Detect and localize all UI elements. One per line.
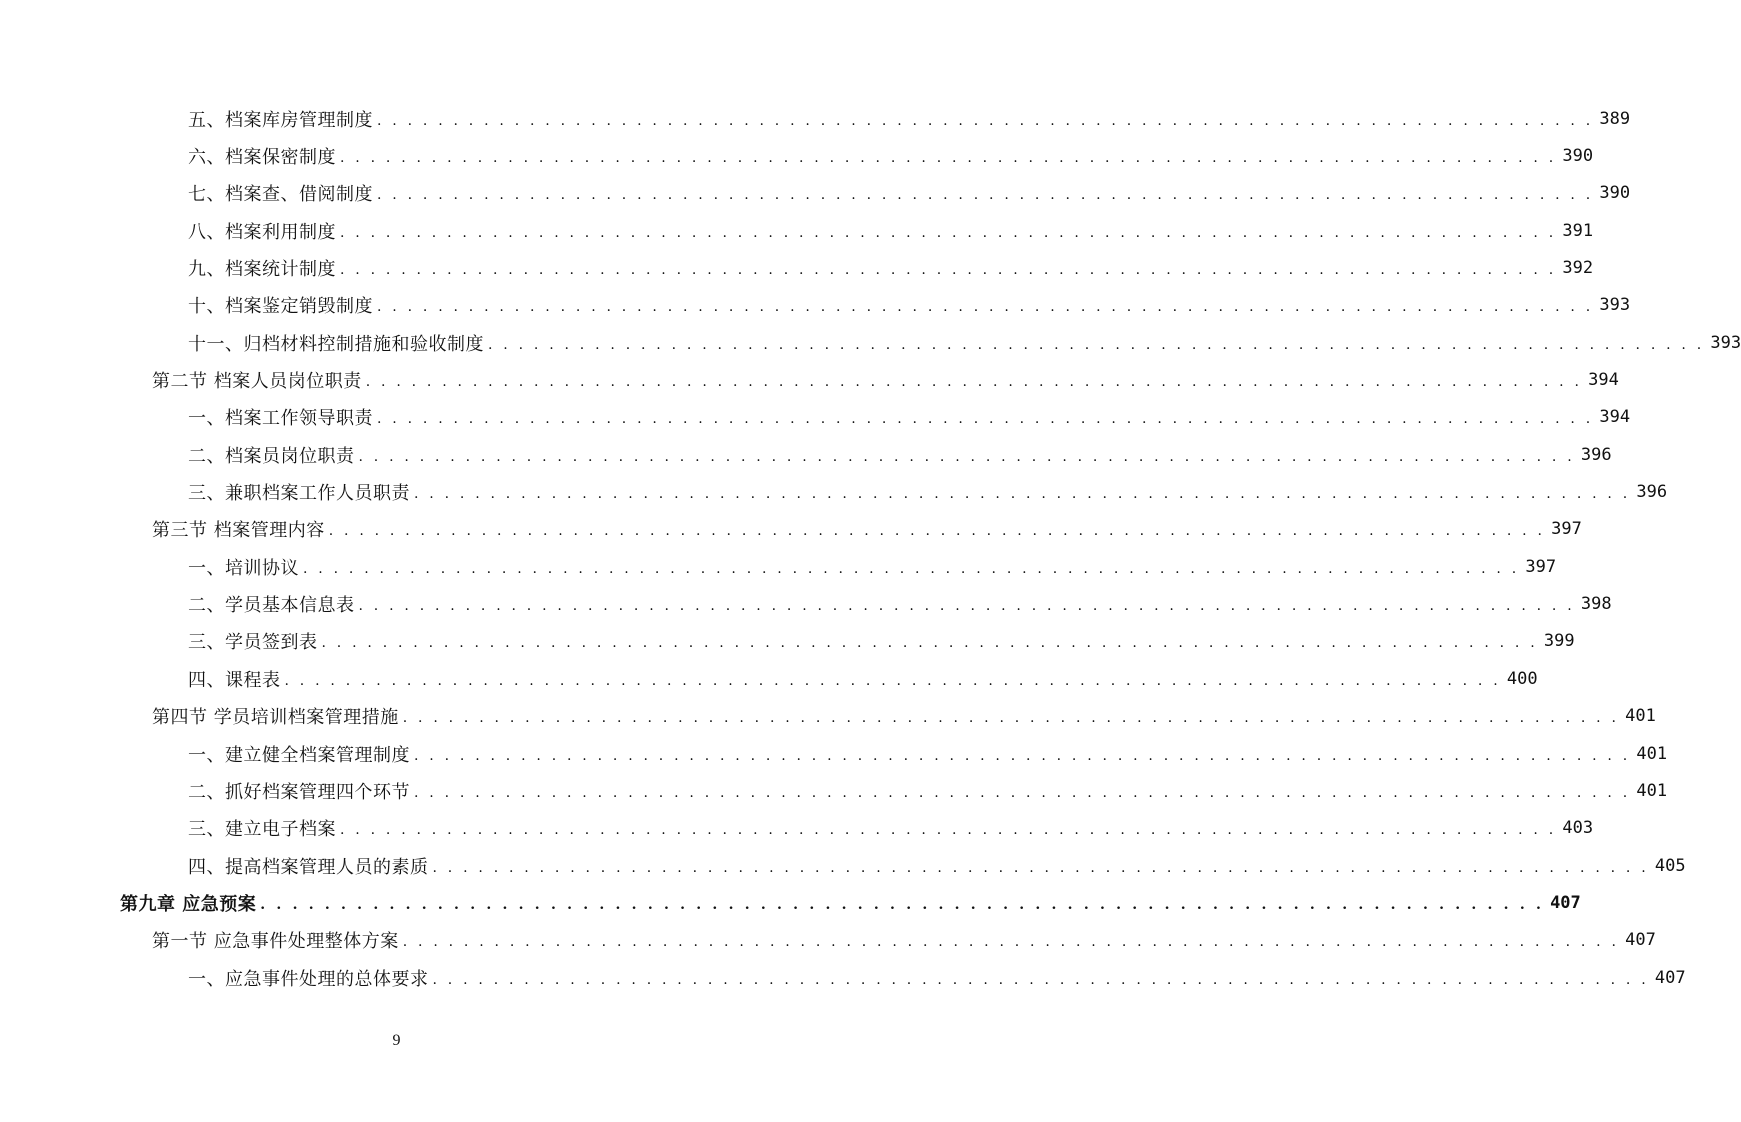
toc-entry-title: 一、建立健全档案管理制度: [188, 744, 410, 766]
toc-entry-page: 397: [1551, 519, 1582, 540]
toc-entry-page: 394: [1599, 407, 1631, 428]
toc-entry[interactable]: [0, 735, 1668, 772]
toc-entry-page: 389: [1599, 108, 1631, 129]
dot-leader: . . . . . . . . . . . . . . . . . . . . . . . . . . . . . . . . . . . . . . . . . . . . . . . . . . . . . . . . . . . . . . . . . . . . . . . . . . . . . . . .: [340, 150, 1557, 167]
toc-entry-page: 390: [1599, 183, 1631, 204]
dot-leader: . . . . . . . . . . . . . . . . . . . . . . . . . . . . . . . . . . . . . . . . . . . . . . . . . . . . . . . . . . . . . . . . . . . . . . . . . . . . . . . .: [260, 896, 1545, 913]
toc-entry[interactable]: [0, 810, 1594, 847]
toc-entry-title: 一、档案工作领导职责: [188, 408, 373, 430]
toc-entry[interactable]: [0, 847, 1686, 884]
page-number: 9: [392, 1032, 401, 1049]
toc-entry-page: 401: [1625, 706, 1656, 727]
toc-entry-title: 四、提高档案管理人员的素质: [188, 856, 429, 878]
toc-entry-title: 二、档案员岗位职责: [188, 445, 355, 467]
toc-entry-title: 第一节 应急事件处理整体方案: [152, 931, 399, 953]
dot-leader: . . . . . . . . . . . . . . . . . . . . . . . . . . . . . . . . . . . . . . . . . . . . . . . . . . . . . . . . . . . . . . . . . . . . . . . . . . . . . . . .: [303, 560, 1520, 577]
toc-entry[interactable]: [0, 287, 1631, 324]
toc-entry-page: 392: [1562, 258, 1594, 279]
dot-leader: . . . . . . . . . . . . . . . . . . . . . . . . . . . . . . . . . . . . . . . . . . . . . . . . . . . . . . . . . . . . . . . . . . . . . . . . . . . . . . . .: [321, 635, 1538, 652]
toc-entry-page: 401: [1636, 743, 1668, 764]
dot-leader: . . . . . . . . . . . . . . . . . . . . . . . . . . . . . . . . . . . . . . . . . . . . . . . . . . . . . . . . . . . . . . . . . . . . . . . . . . . . . . . .: [358, 598, 1575, 615]
toc-entry[interactable]: [0, 137, 1594, 174]
toc-entry-page: 396: [1580, 444, 1612, 465]
dot-leader: . . . . . . . . . . . . . . . . . . . . . . . . . . . . . . . . . . . . . . . . . . . . . . . . . . . . . . . . . . . . . . . . . . . . . . . . . . . . . . . .: [358, 448, 1575, 465]
table-of-contents: [0, 100, 1741, 996]
toc-entry[interactable]: [0, 511, 1582, 548]
toc-entry-title: 九、档案统计制度: [188, 259, 336, 281]
dot-leader: . . . . . . . . . . . . . . . . . . . . . . . . . . . . . . . . . . . . . . . . . . . . . . . . . . . . . . . . . . . . . . . . . . . . . . . . . . . . . . . .: [340, 224, 1557, 241]
toc-entry-page: 398: [1580, 594, 1612, 615]
toc-entry-page: 397: [1525, 556, 1557, 577]
toc-entry[interactable]: [0, 473, 1668, 510]
toc-entry-title: 三、学员签到表: [188, 632, 318, 654]
toc-entry-title: 二、抓好档案管理四个环节: [188, 781, 410, 803]
dot-leader: . . . . . . . . . . . . . . . . . . . . . . . . . . . . . . . . . . . . . . . . . . . . . . . . . . . . . . . . . . . . . . . . . . . . . . . . . . . . . . . .: [414, 747, 1631, 764]
dot-leader: . . . . . . . . . . . . . . . . . . . . . . . . . . . . . . . . . . . . . . . . . . . . . . . . . . . . . . . . . . . . . . . . . . . . . . . . . . . . . . . .: [432, 971, 1649, 988]
toc-entry-page: 403: [1562, 818, 1594, 839]
toc-entry-title: 十一、归档材料控制措施和验收制度: [188, 333, 484, 355]
toc-entry[interactable]: [0, 585, 1612, 622]
toc-entry[interactable]: [0, 436, 1612, 473]
toc-entry-title: 第二节 档案人员岗位职责: [152, 371, 362, 393]
toc-entry[interactable]: [0, 212, 1594, 249]
dot-leader: . . . . . . . . . . . . . . . . . . . . . . . . . . . . . . . . . . . . . . . . . . . . . . . . . . . . . . . . . . . . . . . . . . . . . . . . . . . . . . . .: [377, 299, 1594, 316]
toc-entry-title: 四、课程表: [188, 669, 281, 691]
toc-entry-page: 401: [1636, 780, 1668, 801]
toc-entry[interactable]: [0, 548, 1557, 585]
toc-entry-title: 七、档案查、借阅制度: [188, 184, 373, 206]
toc-entry-title: 第九章 应急预案: [120, 893, 257, 915]
dot-leader: . . . . . . . . . . . . . . . . . . . . . . . . . . . . . . . . . . . . . . . . . . . . . . . . . . . . . . . . . . . . . . . . . . . . . . . . . . . . . . . .: [402, 934, 1620, 951]
toc-entry-title: 一、培训协议: [188, 557, 299, 579]
toc-entry-page: 393: [1599, 295, 1631, 316]
toc-entry[interactable]: [0, 884, 1581, 921]
toc-entry[interactable]: [0, 660, 1538, 697]
toc-entry[interactable]: [0, 324, 1741, 361]
toc-entry[interactable]: [0, 922, 1656, 959]
toc-entry-title: 六、档案保密制度: [188, 147, 336, 169]
toc-entry-title: 十、档案鉴定销毁制度: [188, 296, 373, 318]
toc-entry[interactable]: [0, 623, 1575, 660]
toc-entry[interactable]: [0, 361, 1619, 398]
toc-entry-page: 407: [1550, 892, 1581, 913]
dot-leader: . . . . . . . . . . . . . . . . . . . . . . . . . . . . . . . . . . . . . . . . . . . . . . . . . . . . . . . . . . . . . . . . . . . . . . . . . . . . . . . .: [365, 374, 1583, 391]
toc-entry-title: 五、档案库房管理制度: [188, 109, 373, 131]
dot-leader: . . . . . . . . . . . . . . . . . . . . . . . . . . . . . . . . . . . . . . . . . . . . . . . . . . . . . . . . . . . . . . . . . . . . . . . . . . . . . . . .: [402, 710, 1620, 727]
toc-entry-page: 393: [1710, 332, 1741, 353]
toc-entry[interactable]: [0, 399, 1631, 436]
toc-entry[interactable]: [0, 100, 1631, 137]
toc-entry[interactable]: [0, 249, 1594, 286]
toc-entry-title: 第三节 档案管理内容: [152, 520, 325, 542]
toc-entry-page: 407: [1625, 930, 1656, 951]
toc-entry-page: 400: [1506, 668, 1538, 689]
toc-entry-title: 三、兼职档案工作人员职责: [188, 483, 410, 505]
dot-leader: . . . . . . . . . . . . . . . . . . . . . . . . . . . . . . . . . . . . . . . . . . . . . . . . . . . . . . . . . . . . . . . . . . . . . . . . . . . . . . . .: [414, 784, 1631, 801]
toc-entry-page: 396: [1636, 482, 1668, 503]
dot-leader: . . . . . . . . . . . . . . . . . . . . . . . . . . . . . . . . . . . . . . . . . . . . . . . . . . . . . . . . . . . . . . . . . . . . . . . . . . . . . . . .: [284, 672, 1501, 689]
toc-entry-page: 390: [1562, 146, 1594, 167]
dot-leader: . . . . . . . . . . . . . . . . . . . . . . . . . . . . . . . . . . . . . . . . . . . . . . . . . . . . . . . . . . . . . . . . . . . . . . . . . . . . . . . .: [488, 336, 1705, 353]
toc-entry[interactable]: [0, 772, 1668, 809]
toc-entry-title: 八、档案利用制度: [188, 221, 336, 243]
dot-leader: . . . . . . . . . . . . . . . . . . . . . . . . . . . . . . . . . . . . . . . . . . . . . . . . . . . . . . . . . . . . . . . . . . . . . . . . . . . . . . . .: [377, 187, 1594, 204]
dot-leader: . . . . . . . . . . . . . . . . . . . . . . . . . . . . . . . . . . . . . . . . . . . . . . . . . . . . . . . . . . . . . . . . . . . . . . . . . . . . . . . .: [340, 262, 1557, 279]
toc-entry[interactable]: [0, 698, 1656, 735]
toc-entry-title: 第四节 学员培训档案管理措施: [152, 707, 399, 729]
dot-leader: . . . . . . . . . . . . . . . . . . . . . . . . . . . . . . . . . . . . . . . . . . . . . . . . . . . . . . . . . . . . . . . . . . . . . . . . . . . . . . . .: [377, 112, 1594, 129]
toc-entry-title: 三、建立电子档案: [188, 819, 336, 841]
dot-leader: . . . . . . . . . . . . . . . . . . . . . . . . . . . . . . . . . . . . . . . . . . . . . . . . . . . . . . . . . . . . . . . . . . . . . . . . . . . . . . . .: [432, 859, 1649, 876]
toc-entry-page: 391: [1562, 220, 1594, 241]
dot-leader: . . . . . . . . . . . . . . . . . . . . . . . . . . . . . . . . . . . . . . . . . . . . . . . . . . . . . . . . . . . . . . . . . . . . . . . . . . . . . . . .: [377, 411, 1594, 428]
dot-leader: . . . . . . . . . . . . . . . . . . . . . . . . . . . . . . . . . . . . . . . . . . . . . . . . . . . . . . . . . . . . . . . . . . . . . . . . . . . . . . . .: [340, 822, 1557, 839]
toc-entry[interactable]: [0, 959, 1686, 996]
toc-entry-title: 一、应急事件处理的总体要求: [188, 968, 429, 990]
toc-entry-page: 399: [1543, 631, 1575, 652]
toc-entry-page: 394: [1588, 370, 1619, 391]
toc-entry[interactable]: [0, 175, 1631, 212]
toc-entry-title: 二、学员基本信息表: [188, 595, 355, 617]
dot-leader: . . . . . . . . . . . . . . . . . . . . . . . . . . . . . . . . . . . . . . . . . . . . . . . . . . . . . . . . . . . . . . . . . . . . . . . . . . . . . . . .: [414, 486, 1631, 503]
toc-entry-page: 405: [1654, 855, 1686, 876]
toc-entry-page: 407: [1654, 967, 1686, 988]
dot-leader: . . . . . . . . . . . . . . . . . . . . . . . . . . . . . . . . . . . . . . . . . . . . . . . . . . . . . . . . . . . . . . . . . . . . . . . . . . . . . . . .: [328, 523, 1546, 540]
